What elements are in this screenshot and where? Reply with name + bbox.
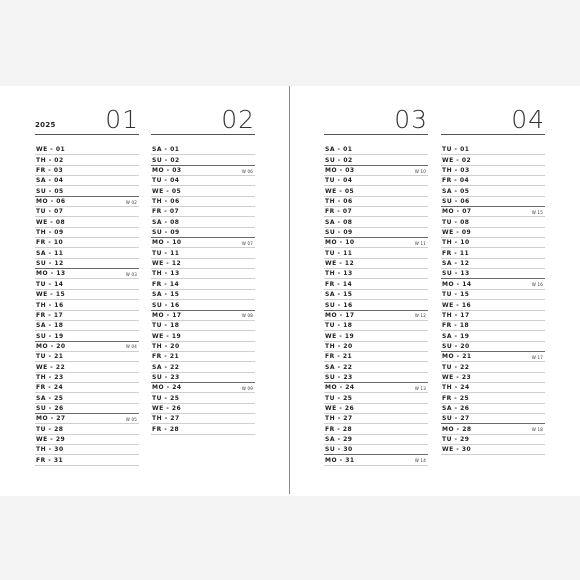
day-row <box>324 331 428 341</box>
week-number: W 18 <box>531 427 543 433</box>
day-label: FR - 14 <box>325 280 353 288</box>
day-list <box>441 145 545 455</box>
day-row <box>324 228 428 238</box>
day-label: TH - 06 <box>325 198 353 206</box>
day-list <box>35 145 139 466</box>
day-label: SA - 29 <box>325 435 353 443</box>
day-label: SU - 05 <box>36 187 64 195</box>
day-row <box>151 238 255 248</box>
day-label: TH - 24 <box>442 384 470 392</box>
day-label: SU - 23 <box>325 373 353 381</box>
day-label: FR - 21 <box>325 353 353 361</box>
day-row <box>441 424 545 434</box>
day-row <box>441 393 545 403</box>
day-label: TU - 25 <box>152 394 180 402</box>
day-label: SU - 19 <box>36 332 64 340</box>
week-number: W 04 <box>125 344 137 350</box>
day-label: WE - 08 <box>36 218 66 226</box>
day-row <box>324 248 428 258</box>
day-label: TU - 25 <box>325 394 353 402</box>
day-label: TU - 11 <box>325 249 353 257</box>
day-row <box>151 362 255 372</box>
day-label: FR - 14 <box>152 280 180 288</box>
month-header-rule <box>151 134 255 135</box>
day-row <box>35 166 139 176</box>
day-label: WE - 26 <box>325 404 355 412</box>
day-row <box>35 248 139 258</box>
day-label: TU - 18 <box>152 322 180 330</box>
day-row <box>35 362 139 372</box>
day-row <box>441 435 545 445</box>
day-label: TU - 11 <box>152 249 180 257</box>
day-row <box>441 197 545 207</box>
day-row <box>35 383 139 393</box>
day-row <box>324 269 428 279</box>
day-row <box>441 248 545 258</box>
day-label: MO - 21 <box>442 353 472 361</box>
day-row <box>324 435 428 445</box>
day-label: TH - 30 <box>36 446 64 454</box>
day-label: WE - 23 <box>442 373 472 381</box>
day-row <box>151 155 255 165</box>
day-row <box>151 424 255 434</box>
day-label: TH - 27 <box>152 415 180 423</box>
day-row <box>441 155 545 165</box>
day-row <box>151 166 255 176</box>
day-label: TH - 23 <box>36 373 64 381</box>
day-label: WE - 09 <box>442 229 472 237</box>
day-row <box>35 145 139 155</box>
day-row <box>441 414 545 424</box>
day-label: TU - 18 <box>325 322 353 330</box>
day-row <box>151 186 255 196</box>
day-label: FR - 17 <box>36 311 64 319</box>
day-row <box>441 404 545 414</box>
week-number: W 10 <box>414 168 426 174</box>
day-label: FR - 10 <box>36 239 64 247</box>
week-number: W 05 <box>125 416 137 422</box>
day-row <box>441 300 545 310</box>
day-label: WE - 30 <box>442 446 472 454</box>
day-label: MO - 07 <box>442 208 472 216</box>
day-row <box>151 228 255 238</box>
day-row <box>324 300 428 310</box>
day-label: MO - 06 <box>36 198 66 206</box>
day-row <box>35 259 139 269</box>
day-row <box>324 445 428 455</box>
week-number: W 08 <box>241 313 253 319</box>
day-label: MO - 28 <box>442 425 472 433</box>
day-row <box>151 393 255 403</box>
day-label: SA - 01 <box>152 146 180 154</box>
day-row <box>441 238 545 248</box>
day-label: MO - 10 <box>325 239 355 247</box>
day-row <box>441 166 545 176</box>
day-row <box>151 300 255 310</box>
week-number: W 12 <box>414 313 426 319</box>
day-row <box>35 238 139 248</box>
day-row <box>441 259 545 269</box>
day-row <box>151 404 255 414</box>
day-label: SU - 06 <box>442 198 470 206</box>
day-label: WE - 22 <box>36 363 66 371</box>
day-label: FR - 04 <box>442 177 470 185</box>
day-label: TU - 14 <box>36 280 64 288</box>
day-label: TU - 01 <box>442 146 470 154</box>
day-row <box>151 290 255 300</box>
day-row <box>324 342 428 352</box>
day-row <box>441 311 545 321</box>
day-row <box>324 279 428 289</box>
day-row <box>324 393 428 403</box>
day-row <box>324 207 428 217</box>
day-row <box>441 217 545 227</box>
day-row <box>324 352 428 362</box>
day-row <box>324 455 428 465</box>
day-row <box>441 331 545 341</box>
day-label: MO - 17 <box>152 311 182 319</box>
day-row <box>324 290 428 300</box>
day-label: MO - 31 <box>325 456 355 464</box>
day-label: WE - 12 <box>152 260 182 268</box>
day-row <box>151 145 255 155</box>
day-row <box>441 186 545 196</box>
day-list <box>324 145 428 466</box>
day-row <box>151 342 255 352</box>
day-row <box>324 311 428 321</box>
month-number: 04 <box>511 105 545 134</box>
day-row <box>151 279 255 289</box>
week-number: W 15 <box>531 209 543 215</box>
day-label: FR - 03 <box>36 167 64 175</box>
day-label: TH - 09 <box>36 229 64 237</box>
day-row <box>441 321 545 331</box>
day-label: MO - 17 <box>325 311 355 319</box>
day-label: SA - 22 <box>152 363 180 371</box>
day-label: TH - 13 <box>325 270 353 278</box>
day-row <box>324 414 428 424</box>
month-header-rule <box>324 134 428 135</box>
day-label: FR - 07 <box>152 208 180 216</box>
day-row <box>35 321 139 331</box>
day-label: MO - 24 <box>152 384 182 392</box>
day-row <box>151 269 255 279</box>
day-label: WE - 05 <box>152 187 182 195</box>
day-label: WE - 12 <box>325 260 355 268</box>
day-label: TH - 27 <box>325 415 353 423</box>
day-row <box>35 155 139 165</box>
day-label: WE - 05 <box>325 187 355 195</box>
day-row <box>324 259 428 269</box>
day-row <box>324 145 428 155</box>
day-label: FR - 31 <box>36 456 64 464</box>
day-label: TU - 08 <box>442 218 470 226</box>
week-number: W 06 <box>241 168 253 174</box>
day-row <box>151 331 255 341</box>
day-label: SA - 26 <box>442 404 470 412</box>
day-label: SU - 20 <box>442 342 470 350</box>
day-row <box>151 383 255 393</box>
day-row <box>151 311 255 321</box>
day-row <box>324 217 428 227</box>
day-row <box>151 207 255 217</box>
day-label: MO - 03 <box>325 167 355 175</box>
day-row <box>151 248 255 258</box>
day-label: SA - 05 <box>442 187 470 195</box>
day-label: SU - 09 <box>325 229 353 237</box>
day-label: MO - 03 <box>152 167 182 175</box>
day-label: TH - 17 <box>442 311 470 319</box>
day-label: SA - 01 <box>325 146 353 154</box>
day-label: SA - 08 <box>152 218 180 226</box>
day-label: WE - 15 <box>36 291 66 299</box>
day-row <box>151 352 255 362</box>
week-number: W 09 <box>241 385 253 391</box>
day-label: MO - 27 <box>36 415 66 423</box>
day-row <box>441 279 545 289</box>
day-label: MO - 20 <box>36 342 66 350</box>
day-label: WE - 19 <box>152 332 182 340</box>
day-row <box>35 186 139 196</box>
day-row <box>441 290 545 300</box>
day-row <box>324 383 428 393</box>
day-row <box>324 362 428 372</box>
day-row <box>324 197 428 207</box>
day-label: SA - 25 <box>36 394 64 402</box>
day-label: FR - 07 <box>325 208 353 216</box>
day-label: SU - 02 <box>152 156 180 164</box>
day-row <box>151 321 255 331</box>
day-label: TU - 28 <box>36 425 64 433</box>
day-row <box>35 331 139 341</box>
day-label: MO - 24 <box>325 384 355 392</box>
day-row <box>35 197 139 207</box>
month-header-rule <box>441 134 545 135</box>
day-label: SU - 09 <box>152 229 180 237</box>
day-label: TU - 04 <box>152 177 180 185</box>
day-label: SU - 16 <box>152 301 180 309</box>
day-label: SU - 27 <box>442 415 470 423</box>
day-label: TH - 16 <box>36 301 64 309</box>
day-row <box>324 186 428 196</box>
day-row <box>35 300 139 310</box>
day-row <box>441 373 545 383</box>
day-label: FR - 24 <box>36 384 64 392</box>
day-label: SA - 08 <box>325 218 353 226</box>
day-label: WE - 16 <box>442 301 472 309</box>
day-label: FR - 25 <box>442 394 470 402</box>
day-label: SU - 30 <box>325 446 353 454</box>
day-row <box>441 383 545 393</box>
day-row <box>151 197 255 207</box>
week-number: W 14 <box>414 458 426 464</box>
day-label: TH - 06 <box>152 198 180 206</box>
day-row <box>324 404 428 414</box>
day-label: SU - 26 <box>36 404 64 412</box>
day-label: TH - 20 <box>325 342 353 350</box>
day-label: MO - 13 <box>36 270 66 278</box>
day-label: TU - 04 <box>325 177 353 185</box>
day-row <box>35 424 139 434</box>
day-label: TU - 22 <box>442 363 470 371</box>
day-row <box>35 279 139 289</box>
month-number: 01 <box>105 105 139 134</box>
day-label: SU - 23 <box>152 373 180 381</box>
day-label: SU - 02 <box>325 156 353 164</box>
day-row <box>324 321 428 331</box>
day-row <box>35 455 139 465</box>
day-list <box>151 145 255 435</box>
day-row <box>35 445 139 455</box>
day-row <box>35 404 139 414</box>
day-row <box>441 145 545 155</box>
month-number: 02 <box>221 105 255 134</box>
day-label: TU - 21 <box>36 353 64 361</box>
week-number: W 03 <box>125 271 137 277</box>
day-label: WE - 01 <box>36 146 66 154</box>
day-row <box>441 445 545 455</box>
day-label: TH - 10 <box>442 239 470 247</box>
day-label: TU - 07 <box>36 208 64 216</box>
day-label: SA - 11 <box>36 249 64 257</box>
day-row <box>324 176 428 186</box>
week-number: W 17 <box>531 354 543 360</box>
day-row <box>35 207 139 217</box>
day-row <box>324 424 428 434</box>
day-row <box>151 414 255 424</box>
day-label: MO - 10 <box>152 239 182 247</box>
year-label: 2025 <box>35 121 56 129</box>
day-label: FR - 28 <box>325 425 353 433</box>
day-label: SA - 22 <box>325 363 353 371</box>
day-row <box>35 269 139 279</box>
day-label: WE - 19 <box>325 332 355 340</box>
day-label: SA - 19 <box>442 332 470 340</box>
day-label: FR - 11 <box>442 249 470 257</box>
day-label: FR - 28 <box>152 425 180 433</box>
week-number: W 07 <box>241 240 253 246</box>
day-label: SU - 12 <box>36 260 64 268</box>
day-row <box>35 217 139 227</box>
day-label: SU - 13 <box>442 270 470 278</box>
day-label: SA - 12 <box>442 260 470 268</box>
day-label: WE - 02 <box>442 156 472 164</box>
day-label: TH - 02 <box>36 156 64 164</box>
center-fold <box>289 86 290 494</box>
day-label: TH - 20 <box>152 342 180 350</box>
day-label: FR - 18 <box>442 322 470 330</box>
day-row <box>35 290 139 300</box>
day-row <box>35 393 139 403</box>
day-label: SA - 04 <box>36 177 64 185</box>
day-row <box>441 207 545 217</box>
day-row <box>441 176 545 186</box>
day-row <box>324 155 428 165</box>
day-label: WE - 29 <box>36 435 66 443</box>
day-row <box>441 228 545 238</box>
day-label: TH - 03 <box>442 167 470 175</box>
day-row <box>324 166 428 176</box>
day-row <box>324 373 428 383</box>
week-number: W 11 <box>414 240 426 246</box>
day-row <box>35 176 139 186</box>
day-row <box>35 435 139 445</box>
month-number: 03 <box>394 105 428 134</box>
day-row <box>441 342 545 352</box>
day-label: FR - 21 <box>152 353 180 361</box>
day-label: SA - 18 <box>36 322 64 330</box>
day-label: MO - 14 <box>442 280 472 288</box>
day-row <box>151 176 255 186</box>
month-header-rule <box>35 134 139 135</box>
day-row <box>35 373 139 383</box>
week-number: W 02 <box>125 199 137 205</box>
day-row <box>35 228 139 238</box>
day-label: SU - 16 <box>325 301 353 309</box>
day-row <box>35 342 139 352</box>
day-row <box>324 238 428 248</box>
day-row <box>151 217 255 227</box>
day-label: SA - 15 <box>152 291 180 299</box>
day-row <box>35 414 139 424</box>
day-label: TH - 13 <box>152 270 180 278</box>
week-number: W 16 <box>531 282 543 288</box>
day-row <box>441 352 545 362</box>
day-row <box>151 373 255 383</box>
day-row <box>35 352 139 362</box>
day-row <box>35 311 139 321</box>
day-row <box>151 259 255 269</box>
day-row <box>441 362 545 372</box>
day-label: TU - 15 <box>442 291 470 299</box>
day-row <box>441 269 545 279</box>
week-number: W 13 <box>414 385 426 391</box>
day-label: SA - 15 <box>325 291 353 299</box>
day-label: WE - 26 <box>152 404 182 412</box>
day-label: TU - 29 <box>442 435 470 443</box>
